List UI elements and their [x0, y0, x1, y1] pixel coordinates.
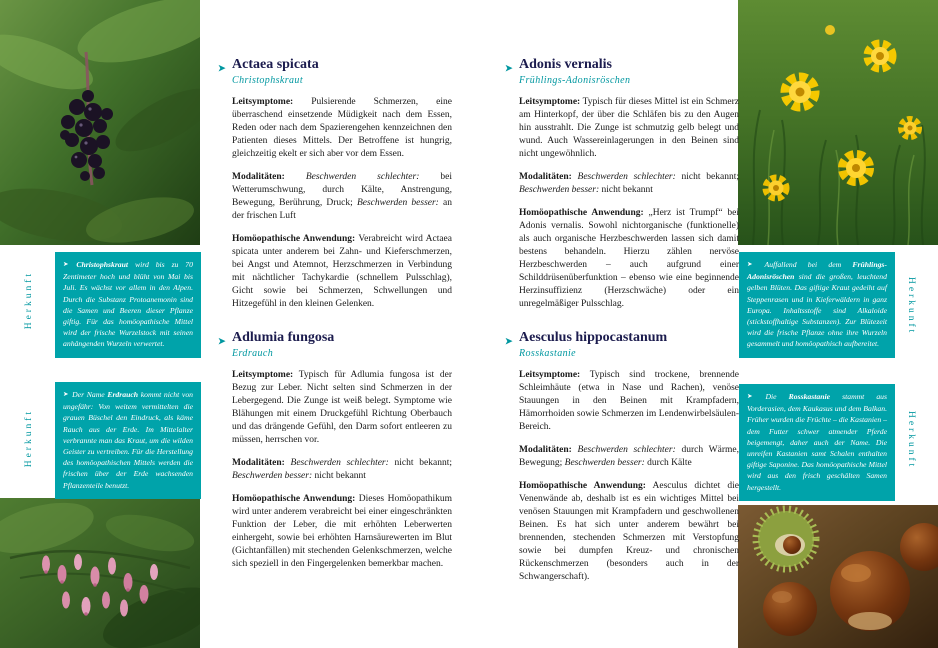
caption-keyword: Frühlings-Adonisröschen	[747, 260, 887, 282]
better-text: durch Kälte	[647, 458, 692, 468]
better-label: Beschwerden besser:	[356, 198, 439, 208]
entry-adonis-vernalis	[505, 56, 739, 311]
remedy-latin-name: Actaea spicata	[232, 57, 319, 72]
better-text: an der frischen Luft	[232, 198, 453, 221]
caption-christophskraut	[55, 252, 201, 358]
photo-erdrauch-pink-flowers	[0, 498, 200, 648]
worse-label: Beschwerden schlechter:	[577, 445, 676, 455]
remedy-latin-name: Aesculus hippocastanum	[519, 330, 668, 345]
caption-rosskastanie	[739, 384, 895, 501]
margin-label-text: Herkunft	[24, 408, 34, 468]
leitsymptome-paragraph	[232, 369, 452, 447]
section-label: Homöopathische Anwendung:	[232, 494, 356, 504]
section-label: Modalitäten:	[232, 172, 285, 182]
section-label: Leitsymptome:	[232, 370, 294, 380]
worse-text: bei Wetterumschwung, durch Kälte, Anstrengung, Bewegung, Berührung, Druck;	[232, 172, 453, 208]
modalitaeten-paragraph	[519, 444, 739, 470]
modalitaeten-paragraph	[232, 457, 452, 483]
caption-keyword: Erdrauch	[107, 390, 139, 399]
section-text: Typisch für Adlumia fungosa ist der Bezug zur Leber. Nicht selten sind Schmerzen in der Lebergegend. Die Zunge ist weiß belegt. Symptome wie Blähungen mit einem Druckgefühl Richtung Oberbauch und das drängende Gefühl, den Darm sofort entleeren zu müssen, herrschen vor.	[232, 370, 452, 445]
arrow-icon: ➤	[218, 63, 226, 73]
anwendung-paragraph	[232, 233, 452, 311]
better-text: nicht bekannt	[314, 471, 366, 481]
remedy-common-name: Erdrauch	[232, 348, 274, 359]
remedy-common-name: Frühlings-Adonisröschen	[519, 75, 631, 86]
anwendung-paragraph	[232, 493, 452, 571]
caption-prefix: Auffallend bei dem	[764, 260, 842, 269]
margin-label-text: Herkunft	[24, 270, 34, 330]
worse-label: Beschwerden schlechter:	[290, 458, 389, 468]
anwendung-paragraph	[519, 480, 739, 584]
photo-rosskastanie-chestnuts	[738, 505, 938, 648]
section-label: Modalitäten:	[232, 458, 285, 468]
leitsymptome-paragraph	[519, 96, 739, 161]
section-label: Modalitäten:	[519, 445, 572, 455]
section-text: „Herz ist Trumpf“ bei Adonis vernalis. Sowohl nichtorganische (funktionelle) als auch organische Herzbeschwerden lassen sich damit bestens behandeln. Hierzu zählen nervöse Herzbeschwerden – auch aufgrund einer Schilddrüsenüberfunktion – ebenso wie eine beginnende Herzinsuffizienz (Herzschwäche) oder ein unregelmäßiger Pulsschlag.	[519, 208, 739, 309]
arrow-icon: ➤	[747, 261, 753, 268]
margin-label-herkunft	[21, 382, 37, 494]
photo-adonis-yellow-flowers	[738, 0, 938, 245]
entry-adlumia-fungosa	[218, 329, 452, 571]
caption-prefix: Die	[765, 392, 777, 401]
worse-text: nicht bekannt;	[394, 458, 452, 468]
caption-keyword: Christophskraut	[76, 260, 129, 269]
leitsymptome-paragraph	[232, 96, 452, 161]
margin-label-herkunft	[903, 252, 919, 360]
caption-text: kommt nicht von ungefähr: Von weitem vermittelten die grauen Büschel den Eindruck, als käme Rauch aus der Erde. Im Mittelalter verbrannte man das Kraut, um die wilden Geister zu vertreiben. Für die Herstellung des homöopathischen Mittels werden die frischen über der Erde wachsenden Pflanzenteile benutzt.	[63, 390, 194, 490]
worse-label: Beschwerden schlechter:	[305, 172, 420, 182]
caption-prefix: Der Name	[72, 390, 105, 399]
entry-aesculus-hippocastanum	[505, 329, 739, 584]
text-column-right	[505, 56, 739, 584]
caption-adonisroeschen	[739, 252, 895, 358]
remedy-heading	[218, 329, 452, 346]
modalitaeten-paragraph	[519, 171, 739, 197]
section-label: Leitsymptome:	[232, 97, 294, 107]
section-label: Modalitäten:	[519, 172, 572, 182]
photo-christophskraut-berries	[0, 0, 200, 245]
section-text: Dieses Homöopathikum wird unter anderem verabreicht bei einer eingeschränkten Funktion der Leber, die mit erhöhten Leberwerten einhergeht, sowie bei erhöhten Harnsäurewerten im Blut (Gichtanfällen) mit stechenden Gelenkschmerzen, welche sich speziell in den Fingergelenken bemerkbar machen.	[232, 494, 452, 569]
section-text: Verabreicht wird Actaea spicata unter anderem bei Zahn- und Kieferschmerzen, bei Angst und Atemnot, Herzschmerzen in Verbindung mit nächtlicher Tachykardie (schnellem Pulsschlag), Gicht sowie bei Schmerzen, Schwellungen und Hitzegefühl in den kleinen Gelenken.	[232, 234, 452, 309]
margin-label-herkunft	[903, 384, 919, 496]
remedy-latin-name: Adonis vernalis	[519, 57, 612, 72]
section-label: Homöopathische Anwendung:	[519, 208, 644, 218]
remedy-latin-name: Adlumia fungosa	[232, 330, 335, 345]
margin-label-herkunft	[21, 252, 37, 348]
remedy-heading	[218, 56, 452, 73]
margin-label-text: Herkunft	[906, 410, 916, 470]
caption-text: sind die großen, leuchtend gelben Blüten. Das giftige Kraut gedeiht auf Steppenrasen und in Kieferwäldern in ganz Europa. Inhaltsstoffe sind Alkaloide (stickstoffhaltige Substanzen). Zur Blütezeit wird die frische Pflanze ohne ihre Wurzeln gesammelt und homöopathisch aufbereitet.	[747, 272, 887, 349]
arrow-icon: ➤	[747, 393, 753, 400]
worse-label: Beschwerden schlechter:	[577, 172, 676, 182]
caption-text: wird bis zu 70 Zentimeter hoch und blüht von Mai bis Juli. Es wächst vor allem in den Alpen. Durch die Substanz Protoanemonin sind die Samen und Beeren dieser Pflanze giftig. Für das homöopathische Mittel wird der frische Wurzelstock mit seinen anhängenden Wurzeln verwertet.	[63, 260, 193, 349]
caption-erdrauch	[55, 382, 201, 499]
arrow-icon: ➤	[63, 391, 69, 398]
section-label: Leitsymptome:	[519, 370, 581, 380]
better-label: Beschwerden besser:	[519, 185, 600, 195]
worse-text: durch Wärme, Bewegung;	[519, 445, 740, 468]
section-text: Typisch für dieses Mittel ist ein Schmerz am Hinterkopf, der über die Schläfen bis zu den Augen hin ausstrahlt. Die Zunge ist schmutzig gelb belegt und wund. Auch Wassereinlagerungen in den Beinen sind nicht ungewöhnlich.	[519, 97, 739, 159]
section-text: Pulsierende Schmerzen, eine überraschend einsetzende Müdigkeit nach dem Essen, Reden oder nach dem Spazierengehen kennzeichnen den Patienten dieses Mittels. Der Betroffene ist hungrig, gleichzeitig ekelt er sich aber vor dem Essen.	[232, 97, 452, 159]
better-text: nicht bekannt	[601, 185, 653, 195]
anwendung-paragraph	[519, 207, 739, 311]
better-label: Beschwerden besser:	[564, 458, 645, 468]
arrow-icon: ➤	[505, 63, 513, 73]
remedy-heading	[505, 56, 739, 73]
section-text: Typisch sind trockene, brennende Schleimhäute (etwa in Nase und Rachen), venöse Stauungen in den Beinen mit Krampfadern, Hämorrhoiden sowie Schmerzen im Lendenwirbelsäulen-Bereich.	[519, 370, 739, 432]
text-column-left	[218, 56, 452, 571]
section-label: Homöopathische Anwendung:	[519, 481, 646, 491]
arrow-icon: ➤	[63, 261, 69, 268]
caption-keyword: Rosskastanie	[788, 392, 831, 401]
modalitaeten-paragraph	[232, 171, 452, 223]
better-label: Beschwerden besser:	[232, 471, 313, 481]
worse-text: nicht bekannt;	[681, 172, 739, 182]
leitsymptome-paragraph	[519, 369, 739, 434]
remedy-common-name: Rosskastanie	[519, 348, 577, 359]
remedy-heading	[505, 329, 739, 346]
caption-text: stammt aus Vorderasien, dem Kaukasus und dem Balkan. Früher wurden die Früchte – die Kastanien – dem Futter schwer atmender Pferde beigemengt, daher auch der Name. Die unreifen Kastanien samt Schalen enthalten giftige Saponine. Das homöopathische Mittel wird aus den frisch geschälten Samen hergestellt.	[747, 392, 888, 492]
section-label: Leitsymptome:	[519, 97, 581, 107]
remedy-common-name: Christophskraut	[232, 75, 304, 86]
arrow-icon: ➤	[218, 336, 226, 346]
section-label: Homöopathische Anwendung:	[232, 234, 356, 244]
margin-label-text: Herkunft	[906, 276, 916, 336]
arrow-icon: ➤	[505, 336, 513, 346]
section-text: Aesculus dichtet die Venenwände ab, deshalb ist es ein wichtiges Mittel bei venösen Stauungen mit Krampfadern und geschwollenen Beinen. Es hat sich unter anderem bewährt bei brennenden, stechenden Schmerzen mit Verstopfung sowie bei dumpfen Kreuz- und chronischen Rückenschmerzen (besonders auch in der Schwangerschaft).	[519, 481, 739, 582]
entry-actaea-spicata	[218, 56, 452, 311]
